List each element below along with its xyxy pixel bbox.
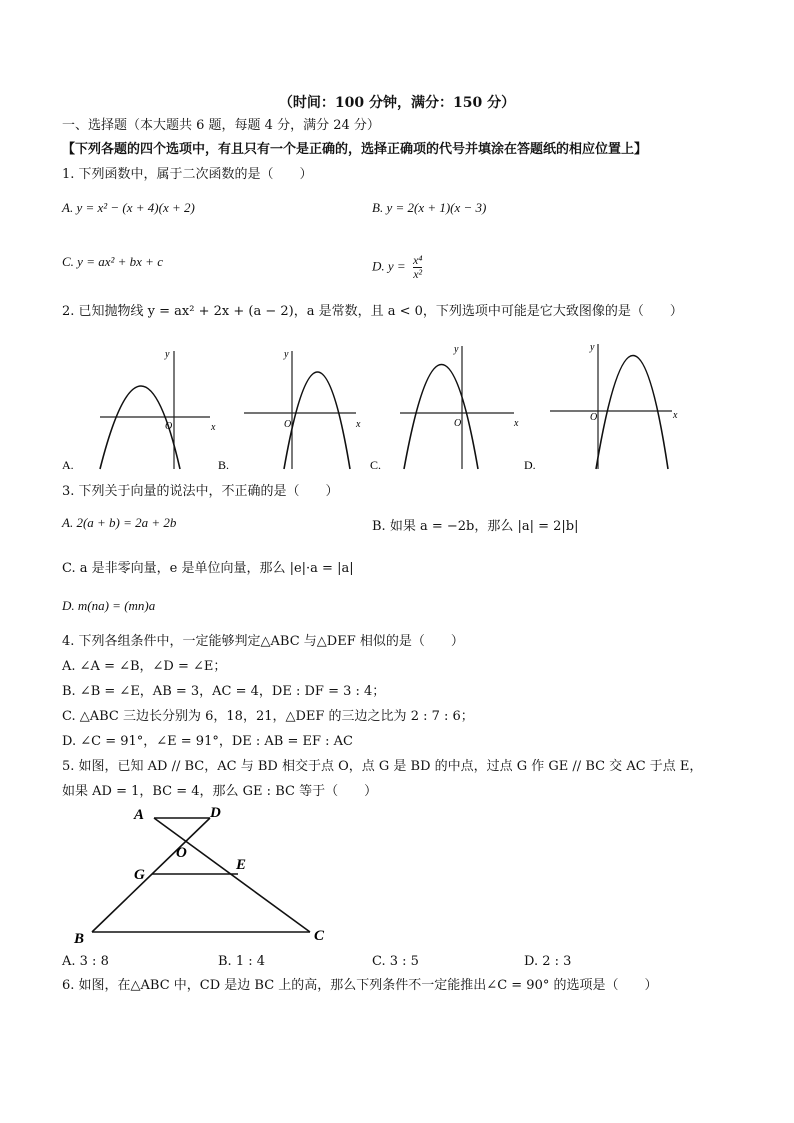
q5-option-d: D. 2 : 3 bbox=[524, 954, 572, 969]
q2-graph-c bbox=[370, 340, 530, 473]
q3-option-c: C. a 是非零向量，e 是单位向量，那么 |e|·a = |a| bbox=[62, 561, 354, 576]
parabola bbox=[404, 365, 478, 470]
q5-stem-line1: 5. 如图，已知 AD // BC，AC 与 BD 相交于点 O，点 G 是 BD 的中点，过点 G 作 GE // BC 交 AC 于点 E， bbox=[62, 759, 703, 774]
parabola bbox=[284, 372, 350, 469]
axis-y-label: y bbox=[284, 349, 289, 360]
point-label-b: B bbox=[74, 931, 85, 947]
q4-stem: 4. 下列各组条件中，一定能够判定△ABC 与△DEF 相似的是（ ） bbox=[62, 634, 464, 649]
exam-title: （时间：100 分钟，满分：150 分） bbox=[278, 95, 516, 111]
axis-x-label: x bbox=[673, 410, 678, 421]
q2-stem: 2. 已知抛物线 y = ax² + 2x + (a − 2)，a 是常数，且 a < 0，下列选项中可能是它大致图像的是（ ） bbox=[62, 304, 683, 319]
q6-stem: 6. 如图，在△ABC 中，CD 是边 BC 上的高，那么下列条件不一定能推出∠C = 90° 的选项是（ ） bbox=[62, 978, 658, 993]
q1-option-b: B. y = 2(x + 1)(x − 3) bbox=[372, 200, 487, 215]
option-label: B. bbox=[218, 458, 230, 472]
q5-option-c: C. 3 : 5 bbox=[372, 954, 419, 969]
q5-option-a: A. 3 : 8 bbox=[62, 954, 109, 969]
q2-graph-a bbox=[62, 345, 222, 473]
q1-option-d-prefix: D. y = bbox=[372, 258, 406, 274]
parabola bbox=[596, 356, 668, 470]
q3-option-d: D. m(na) = (mn)a bbox=[62, 598, 156, 613]
option-label: A. bbox=[62, 458, 74, 472]
point-label-d: D bbox=[210, 805, 221, 821]
axis-x-label: x bbox=[356, 419, 361, 430]
section-instruction: 【下列各题的四个选项中，有且只有一个是正确的，选择正确项的代号并填涂在答题纸的相应位置上】 bbox=[62, 142, 648, 157]
option-label: C. bbox=[370, 458, 382, 472]
axis-y-label: y bbox=[454, 344, 459, 355]
q3-option-a: A. 2(a + b) = 2a + 2b bbox=[62, 515, 177, 530]
q3-option-b: B. 如果 a = −2b，那么 |a| = 2|b| bbox=[372, 519, 579, 534]
origin-label: O bbox=[284, 419, 292, 430]
origin-label: O bbox=[165, 421, 173, 432]
q5-stem-line2: 如果 AD = 1，BC = 4，那么 GE : BC 等于（ ） bbox=[62, 784, 378, 799]
axis-y-label: y bbox=[165, 349, 170, 360]
point-label-e: E bbox=[236, 857, 247, 873]
point-label-c: C bbox=[314, 928, 325, 944]
q1-option-d bbox=[372, 254, 422, 281]
segment-bd bbox=[92, 818, 210, 932]
origin-label: O bbox=[590, 412, 598, 423]
axis-x-label: x bbox=[514, 418, 519, 429]
point-label-o: O bbox=[176, 845, 187, 861]
q2-graph-d bbox=[524, 338, 684, 473]
axis-x-label: x bbox=[211, 422, 216, 433]
q5-option-b: B. 1 : 4 bbox=[218, 954, 266, 969]
q1-option-c: C. y = ax² + bx + c bbox=[62, 254, 163, 269]
q5-figure bbox=[70, 805, 340, 950]
fraction bbox=[413, 254, 423, 281]
fraction-numerator: x⁴ bbox=[412, 253, 423, 267]
option-label: D. bbox=[524, 458, 536, 472]
q1-stem: 1. 下列函数中，属于二次函数的是（ ） bbox=[62, 167, 313, 182]
axis-y-label: y bbox=[590, 342, 595, 353]
q1-option-a: A. y = x² − (x + 4)(x + 2) bbox=[62, 200, 195, 215]
q4-option-c: C. △ABC 三边长分别为 6，18，21，△DEF 的三边之比为 2 : 7 : 6； bbox=[62, 709, 474, 724]
origin-label: O bbox=[454, 418, 462, 429]
q4-option-d: D. ∠C = 91°，∠E = 91°，DE : AB = EF : AC bbox=[62, 734, 353, 749]
q3-stem: 3. 下列关于向量的说法中，不正确的是（ ） bbox=[62, 484, 339, 499]
point-label-g: G bbox=[134, 867, 145, 883]
segment-ac bbox=[154, 818, 310, 932]
q4-option-a: A. ∠A = ∠B，∠D = ∠E； bbox=[62, 659, 227, 674]
q4-option-b: B. ∠B = ∠E，AB = 3，AC = 4，DE : DF = 3 : 4； bbox=[62, 684, 386, 699]
section-heading: 一、选择题（本大题共 6 题，每题 4 分，满分 24 分） bbox=[62, 118, 380, 133]
q2-graph-b bbox=[218, 345, 368, 473]
point-label-a: A bbox=[134, 807, 145, 823]
fraction-denominator: x² bbox=[413, 267, 423, 281]
